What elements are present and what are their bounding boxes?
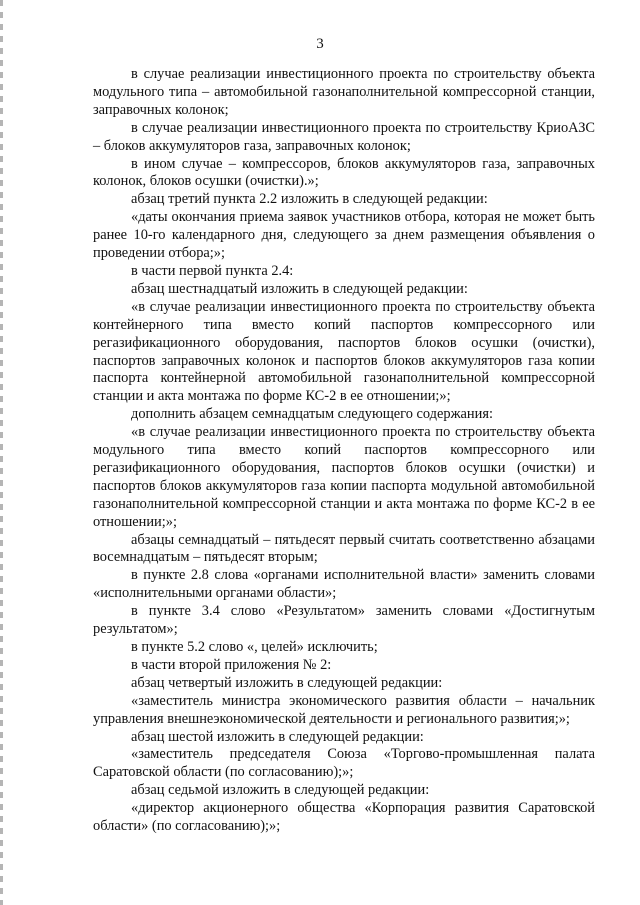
paragraph: в части второй приложения № 2:: [131, 656, 332, 673]
paragraph: абзац третий пункта 2.2 изложить в следующей редакции:: [131, 191, 488, 208]
paragraph: абзац седьмой изложить в следующей редакции:: [131, 782, 430, 799]
page-number: 3: [316, 36, 324, 52]
paragraph: «заместитель председателя Союза «Торгово-промышленная палата Саратовской области (по согласованию);»;: [93, 746, 595, 781]
paragraph: абзац четвертый изложить в следующей редакции:: [131, 674, 443, 691]
paragraph: в пункте 3.4 слово «Результатом» заменить словами «Достигнутым результатом»;: [93, 603, 595, 638]
paragraph: «даты окончания приема заявок участников отбора, которая не может быть ранее 10-го календарного дня, следующего за днем размещения объявления о проведении отбора;»;: [93, 209, 595, 262]
paragraph: дополнить абзацем семнадцатым следующего содержания:: [131, 406, 493, 423]
paragraph: в ином случае – компрессоров, блоков аккумуляторов газа, заправочных колонок, блоков осушки (очистки).»;: [93, 155, 595, 190]
scan-edge-mark: [0, 0, 3, 905]
paragraph: в пункте 2.8 слова «органами исполнительной власти» заменить словами «исполнительными органами области»;: [93, 567, 595, 602]
paragraph: «заместитель министра экономического развития области – начальник управления внешнеэкономической деятельности и регионального развития;»;: [93, 692, 595, 727]
paragraph: в пункте 5.2 слово «, целей» исключить;: [131, 639, 378, 655]
document-body: [93, 66, 595, 836]
paragraph: «в случае реализации инвестиционного проекта по строительству объекта контейнерного типа вместо копий паспортов компрессорного или регазификационного оборудования, паспортов блоков осушки (очистки), паспортов заправочных колонок и паспортов блоков аккумуляторов газа копии паспорта контейнерной автомобильной газонаполнительной компрессорной станции и акта монтажа по форме КС-2 в ее отношении;»;: [93, 298, 595, 405]
paragraph: в случае реализации инвестиционного проекта по строительству КриоАЗС – блоков аккумуляторов газа, заправочных колонок;: [93, 119, 595, 154]
paragraph: абзацы семнадцатый – пятьдесят первый считать соответственно абзацами восемнадцатым – пятьдесят вторым;: [93, 531, 595, 566]
paragraph: абзац шестой изложить в следующей редакции:: [131, 728, 424, 745]
paragraph: «директор акционерного общества «Корпорация развития Саратовской области» (по согласованию);»;: [93, 800, 595, 835]
paragraph: в случае реализации инвестиционного проекта по строительству объекта модульного типа – автомобильной газонаполнительной компрессорной станции, заправочных колонок;: [93, 66, 595, 118]
paragraph: в части первой пункта 2.4:: [131, 262, 294, 279]
paragraph: «в случае реализации инвестиционного проекта по строительству объекта модульного типа вместо копий паспортов компрессорного или регазификационного оборудования, паспортов блоков осушки (очистки) и паспортов блоков аккумуляторов газа копии паспорта модульной автомобильной газонаполнительной компрессорной станции и акта монтажа по форме КС-2 в ее отношении;»;: [93, 424, 595, 530]
paragraph: абзац шестнадцатый изложить в следующей редакции:: [131, 280, 468, 297]
